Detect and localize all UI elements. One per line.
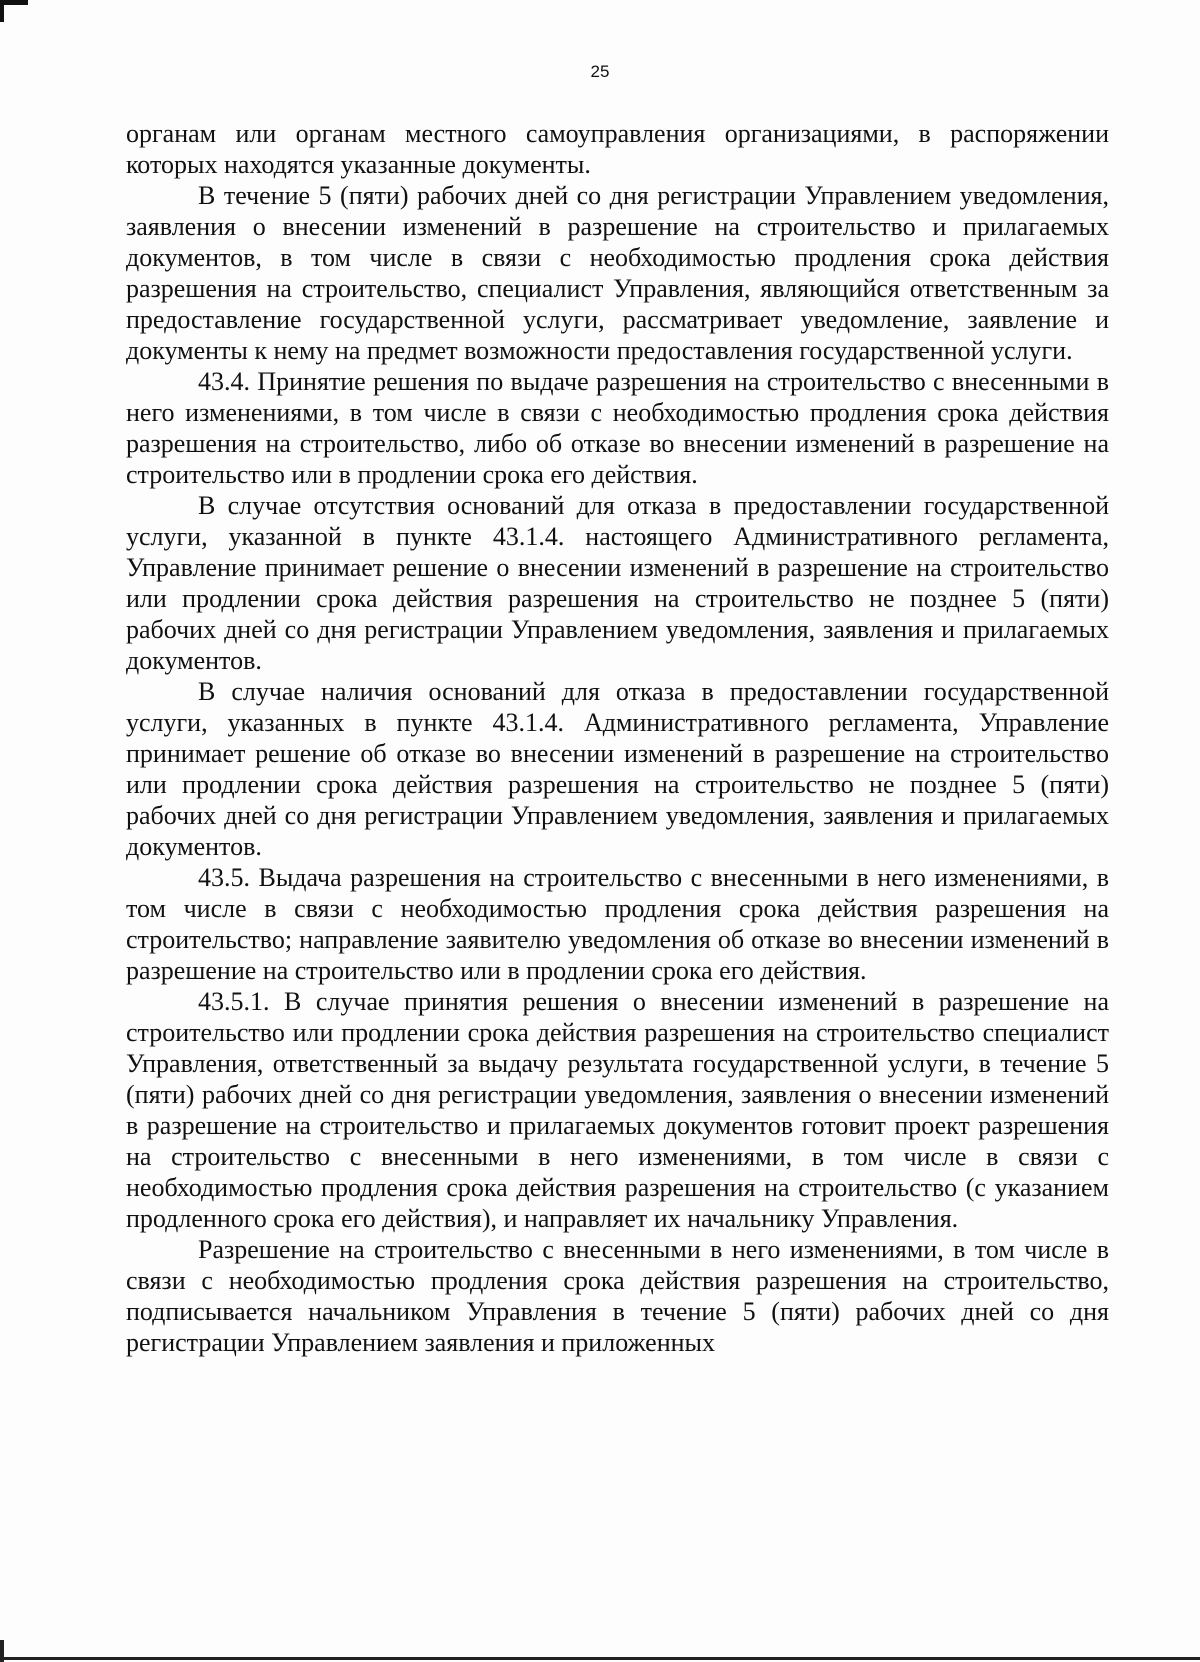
paragraph: В случае отсутствия оснований для отказа в предоставлении государственной услуги, указанной в пункте 43.1.4. настоящего Административного регламента, Управление принимает решение о внесении изменений в разрешение на строительство или продлении срока действия разрешения на строительство не позднее 5 (пяти) рабочих дней со дня регистрации Управлением уведомления, заявления и прилагаемых документов. <box>126 491 1109 675</box>
paragraph: Разрешение на строительство с внесенными в него изменениями, в том числе в связи с необходимостью продления срока действия разрешения на строительство, подписывается начальником Управления в течение 5 (пяти) рабочих дней со дня регистрации Управлением заявления и приложенных <box>126 1235 1109 1357</box>
paragraph: 43.5.1. В случае принятия решения о внесении изменений в разрешение на строительство или продлении срока действия разрешения на строительство специалист Управления, ответственный за выдачу результата государственной услуги, в течение 5 (пяти) рабочих дней со дня регистрации уведомления, заявления о внесении изменений в разрешение на строительство и прилагаемых документов готовит проект разрешения на строительство с внесенными в него изменениями, в том числе в связи с необходимостью продления срока действия разрешения на строительство (с указанием продленного срока его действия), и направляет их начальнику Управления. <box>126 987 1109 1233</box>
paragraph: 43.5. Выдача разрешения на строительство с внесенными в него изменениями, в том числе в связи с необходимостью продления срока действия разрешения на строительство; направление заявителю уведомления об отказе во внесении изменений в разрешение на строительство или в продлении срока его действия. <box>126 863 1109 985</box>
paragraph: органам или органам местного самоуправления организациями, в распоряжении которых находятся указанные документы. <box>126 119 1109 179</box>
paragraph: В течение 5 (пяти) рабочих дней со дня регистрации Управлением уведомления, заявления о внесении изменений в разрешение на строительство и прилагаемых документов, в том числе в связи с необходимостью продления срока действия разрешения на строительство, специалист Управления, являющийся ответственным за предоставление государственной услуги, рассматривает уведомление, заявление и документы к нему на предмет возможности предоставления государственной услуги. <box>126 181 1109 365</box>
paragraph: В случае наличия оснований для отказа в предоставлении государственной услуги, указанных в пункте 43.1.4. Административного регламента, Управление принимает решение об отказе во внесении изменений в разрешение на строительство или продлении срока действия разрешения на строительство не позднее 5 (пяти) рабочих дней со дня регистрации Управлением уведомления, заявления и прилагаемых документов. <box>126 677 1109 861</box>
scan-bottom-corner-mark <box>0 1640 4 1662</box>
document-body <box>126 118 1109 1358</box>
scan-corner-mark-vertical <box>0 0 4 22</box>
scan-corner-mark <box>0 0 28 5</box>
page-number: 25 <box>590 62 610 81</box>
paragraph: 43.4. Принятие решения по выдаче разрешения на строительство с внесенными в него изменениями, в том числе в связи с необходимостью продления срока действия разрешения на строительство, либо об отказе во внесении изменений в разрешение на строительство или в продлении срока его действия. <box>126 367 1109 489</box>
scan-bottom-edge <box>0 1657 1200 1660</box>
